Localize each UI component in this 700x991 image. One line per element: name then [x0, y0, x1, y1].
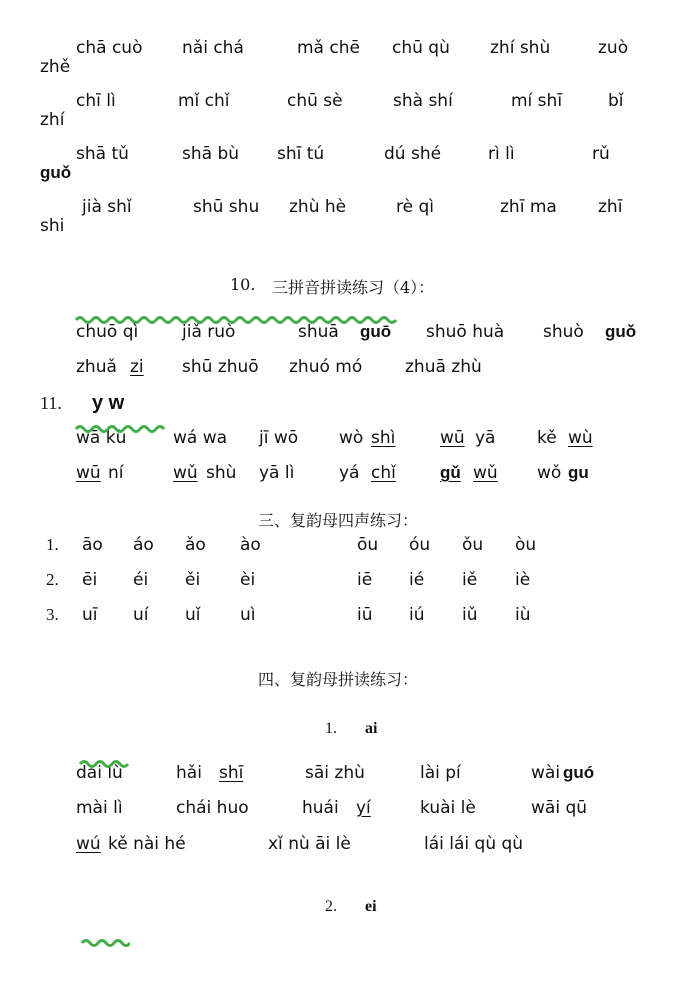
section-11-letters: y w	[92, 392, 125, 414]
tone-syllable: òu	[515, 535, 537, 555]
pinyin-word: mí shī	[511, 91, 563, 111]
pinyin-word: guǒ	[40, 163, 72, 182]
pinyin-word: rǔ	[592, 144, 610, 164]
pinyin-word: shuā	[298, 322, 339, 342]
pinyin-word: yá	[339, 463, 360, 483]
pinyin-word: shù	[206, 463, 237, 483]
subsection-1-number: 1.	[325, 720, 337, 737]
pinyin-word: ní	[108, 463, 124, 483]
pinyin-word: zhuā zhù	[405, 357, 482, 377]
pinyin-word: hǎi	[176, 763, 202, 783]
pinyin-word: shuō huà	[426, 322, 505, 342]
pinyin-word: rè qì	[396, 197, 434, 217]
pinyin-word: wú	[76, 834, 101, 854]
tone-syllable: ié	[409, 570, 425, 590]
subsection-2-number: 2.	[325, 898, 337, 915]
pinyin-word: guó	[563, 763, 595, 782]
pinyin-word: shū zhuō	[182, 357, 259, 377]
pinyin-word: mài lì	[76, 798, 123, 818]
pinyin-word: bǐ	[608, 91, 624, 111]
pinyin-word: chū sè	[287, 91, 343, 111]
pinyin-word: dú shé	[384, 144, 442, 164]
tone-row-number: 2.	[46, 570, 59, 589]
section-11-number: 11.	[40, 393, 62, 413]
pinyin-word: zhí shù	[490, 38, 551, 58]
pinyin-word: sāi zhù	[305, 763, 365, 783]
pinyin-word: chǐ	[371, 463, 396, 483]
pinyin-word: wū	[440, 428, 465, 448]
pinyin-word: shā bù	[182, 144, 240, 164]
tone-syllable: éi	[133, 570, 149, 590]
pinyin-word: wài	[531, 763, 561, 783]
pinyin-word: huái	[302, 798, 339, 818]
pinyin-word: wǔ	[473, 463, 498, 483]
pinyin-word: wū	[76, 463, 101, 483]
green-highlight-mark	[74, 314, 400, 324]
pinyin-word: chā cuò	[76, 38, 143, 58]
pinyin-word: jià shǐ	[82, 197, 132, 217]
pinyin-word: shā tǔ	[76, 144, 129, 164]
tone-syllable: iè	[515, 570, 531, 590]
pinyin-word: dāi lù	[76, 763, 123, 783]
pinyin-word: yā	[475, 428, 496, 448]
tone-syllable: ōu	[357, 535, 379, 555]
pinyin-word: mǎ chē	[297, 38, 360, 58]
tone-syllable: āo	[82, 535, 103, 555]
pinyin-word: wù	[568, 428, 593, 448]
pinyin-word: mǐ chǐ	[178, 91, 230, 111]
pinyin-word: yí	[356, 798, 371, 818]
section-4-title: 四、复韵母拼读练习：	[258, 670, 419, 689]
tone-syllable: èi	[240, 570, 256, 590]
pinyin-word: xǐ nù āi lè	[268, 834, 351, 854]
tone-syllable: ào	[240, 535, 261, 555]
pinyin-word: guō	[360, 322, 392, 341]
subsection-2-label: ei	[365, 898, 377, 915]
pinyin-word: kuài lè	[420, 798, 476, 818]
pinyin-word: chī lì	[76, 91, 116, 111]
tone-syllable: ǎo	[185, 535, 206, 555]
pinyin-word: yā lì	[259, 463, 295, 483]
tone-syllable: iú	[409, 605, 425, 625]
pinyin-word: gǔ	[440, 463, 461, 482]
pinyin-word: wǒ	[537, 463, 562, 483]
pinyin-word: zhī ma	[500, 197, 557, 217]
pinyin-word: chuō qì	[76, 322, 139, 342]
pinyin-word: shi	[40, 216, 65, 236]
green-highlight-mark	[78, 758, 130, 768]
subsection-1-label: ai	[365, 720, 378, 737]
tone-syllable: ēi	[82, 570, 98, 590]
pinyin-word: shī tú	[277, 144, 325, 164]
pinyin-word: gu	[568, 463, 589, 482]
section-10-title: 三拼音拼读练习（4）：	[272, 278, 435, 297]
pinyin-word: chái huo	[176, 798, 249, 818]
tone-row-number: 1.	[46, 535, 59, 554]
tone-syllable: ěi	[185, 570, 201, 590]
pinyin-word: shì	[371, 428, 396, 448]
pinyin-word: kě	[537, 428, 557, 448]
tone-syllable: óu	[409, 535, 431, 555]
pinyin-word: zhù hè	[289, 197, 347, 217]
pinyin-word: zi	[130, 357, 144, 377]
pinyin-word: wāi qū	[531, 798, 588, 818]
pinyin-word: zuò	[598, 38, 629, 58]
pinyin-word: kě nài hé	[108, 834, 186, 854]
pinyin-word: nǎi chá	[182, 38, 244, 58]
tone-syllable: uí	[133, 605, 149, 625]
pinyin-word: jī wō	[259, 428, 299, 448]
pinyin-word: chū qù	[392, 38, 450, 58]
pinyin-word: guǒ	[605, 322, 637, 341]
tone-syllable: iǔ	[462, 605, 478, 625]
tone-syllable: iě	[462, 570, 478, 590]
pinyin-word: wò	[339, 428, 364, 448]
tone-syllable: áo	[133, 535, 154, 555]
section-10-number: 10.	[230, 275, 256, 294]
pinyin-word: rì lì	[488, 144, 515, 164]
pinyin-word: jiǎ ruò	[182, 322, 236, 342]
tone-row-number: 3.	[46, 605, 59, 624]
tone-syllable: uì	[240, 605, 256, 625]
pinyin-word: zhě	[40, 57, 71, 77]
pinyin-word: shà shí	[393, 91, 453, 111]
pinyin-word: lài pí	[420, 763, 461, 783]
tone-syllable: ǒu	[462, 535, 484, 555]
green-highlight-mark	[80, 937, 130, 947]
pinyin-word: shū shu	[193, 197, 260, 217]
pinyin-word: zhuǎ	[76, 357, 117, 377]
pinyin-word: wǔ	[173, 463, 198, 483]
green-highlight-mark	[74, 423, 166, 433]
pinyin-word: zhuó mó	[289, 357, 363, 377]
pinyin-word: lái lái qù qù	[424, 834, 524, 854]
pinyin-word: wá wa	[173, 428, 228, 448]
tone-syllable: uī	[82, 605, 98, 625]
pinyin-word: wā kǔ	[76, 428, 127, 448]
pinyin-word: shuò	[543, 322, 584, 342]
pinyin-word: zhī	[598, 197, 623, 217]
pinyin-word: shī	[219, 763, 244, 783]
tone-syllable: iù	[515, 605, 531, 625]
section-3-title: 三、复韵母四声练习：	[258, 511, 419, 530]
tone-syllable: iū	[357, 605, 373, 625]
tone-syllable: iē	[357, 570, 373, 590]
pinyin-word: zhí	[40, 110, 65, 130]
tone-syllable: uǐ	[185, 605, 201, 625]
